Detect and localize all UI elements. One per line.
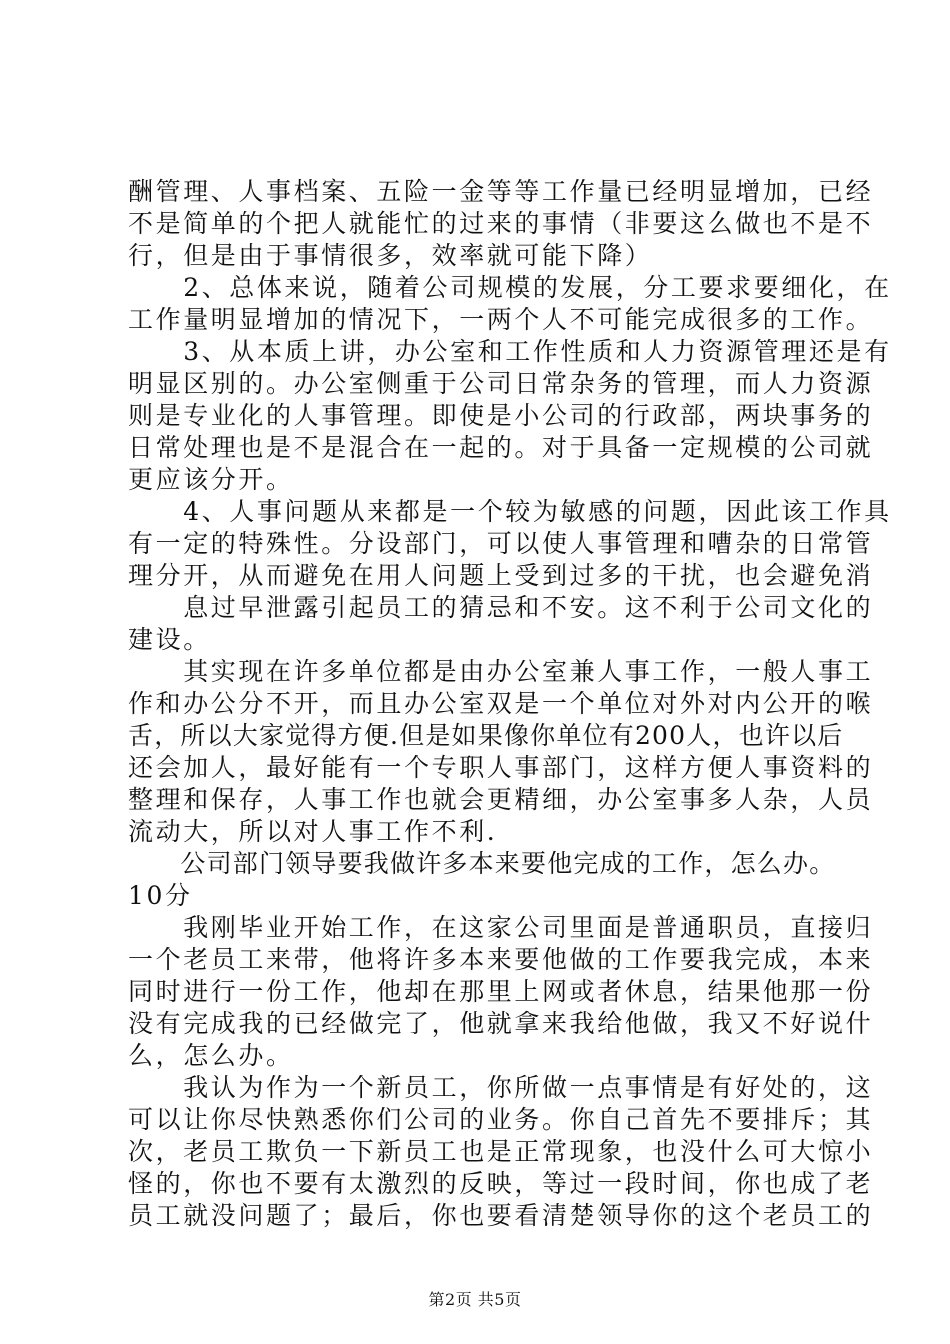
text-line: 舌，所以大家觉得方便.但是如果像你单位有200人，也许以后: [128, 721, 844, 750]
text-line: 不是简单的个把人就能忙的过来的事情（非要这么做也不是不: [128, 209, 874, 238]
text-line: 行，但是由于事情很多，效率就可能下降）: [128, 241, 653, 270]
text-line: 日常处理也是不是混合在一起的。对于具备一定规模的公司就: [128, 433, 874, 462]
text-line: 公司部门领导要我做许多本来要他完成的工作，怎么办。: [128, 849, 836, 878]
text-line: 2、总体来说，随着公司规模的发展，分工要求要细化，在: [128, 273, 892, 302]
text-line: 息过早泄露引起员工的猜忌和不安。这不利于公司文化的: [128, 593, 874, 622]
text-line: 么，怎么办。: [128, 1041, 294, 1070]
text-line: 整理和保存，人事工作也就会更精细，办公室事多人杂，人员: [128, 785, 874, 814]
text-line: 建设。: [128, 625, 211, 654]
text-line: 可以让你尽快熟悉你们公司的业务。你自己首先不要排斥；其: [128, 1105, 874, 1134]
text-line: 理分开，从而避免在用人问题上受到过多的干扰，也会避免消: [128, 561, 874, 590]
text-line: 10分: [128, 881, 193, 910]
text-line: 更应该分开。: [128, 465, 294, 494]
text-line: 工作量明显增加的情况下，一两个人不可能完成很多的工作。: [128, 305, 874, 334]
text-line: 4、人事问题从来都是一个较为敏感的问题，因此该工作具: [128, 497, 892, 526]
text-line: 一个老员工来带，他将许多本来要他做的工作要我完成，本来: [128, 945, 874, 974]
text-line: 流动大，所以对人事工作不利.: [128, 817, 498, 846]
text-line: 没有完成我的已经做完了，他就拿来我给他做，我又不好说什: [128, 1009, 874, 1038]
text-line: 我刚毕业开始工作，在这家公司里面是普通职员，直接归: [128, 913, 874, 942]
text-line: 怪的，你也不要有太激烈的反映，等过一段时间，你也成了老: [128, 1169, 874, 1198]
page-number-footer: 第2页 共5页: [428, 1290, 522, 1309]
text-line: 我认为作为一个新员工，你所做一点事情是有好处的，这: [128, 1073, 874, 1102]
text-line: 酬管理、人事档案、五险一金等等工作量已经明显增加，已经: [128, 177, 874, 206]
text-line: 其实现在许多单位都是由办公室兼人事工作，一般人事工: [128, 657, 874, 686]
text-line: 有一定的特殊性。分设部门，可以使人事管理和嘈杂的日常管: [128, 529, 874, 558]
text-line: 明显区别的。办公室侧重于公司日常杂务的管理，而人力资源: [128, 369, 874, 398]
text-line: 员工就没问题了；最后，你也要看清楚领导你的这个老员工的: [128, 1201, 874, 1230]
text-line: 次，老员工欺负一下新员工也是正常现象，也没什么可大惊小: [128, 1137, 874, 1166]
text-line: 3、从本质上讲，办公室和工作性质和人力资源管理还是有: [128, 337, 892, 366]
text-line: 则是专业化的人事管理。即使是小公司的行政部，两块事务的: [128, 401, 874, 430]
text-line: 作和办公分不开，而且办公室双是一个单位对外对内公开的喉: [128, 689, 874, 718]
text-line: 同时进行一份工作，他却在那里上网或者休息，结果他那一份: [128, 977, 874, 1006]
text-line: 还会加人，最好能有一个专职人事部门，这样方便人事资料的: [128, 753, 874, 782]
